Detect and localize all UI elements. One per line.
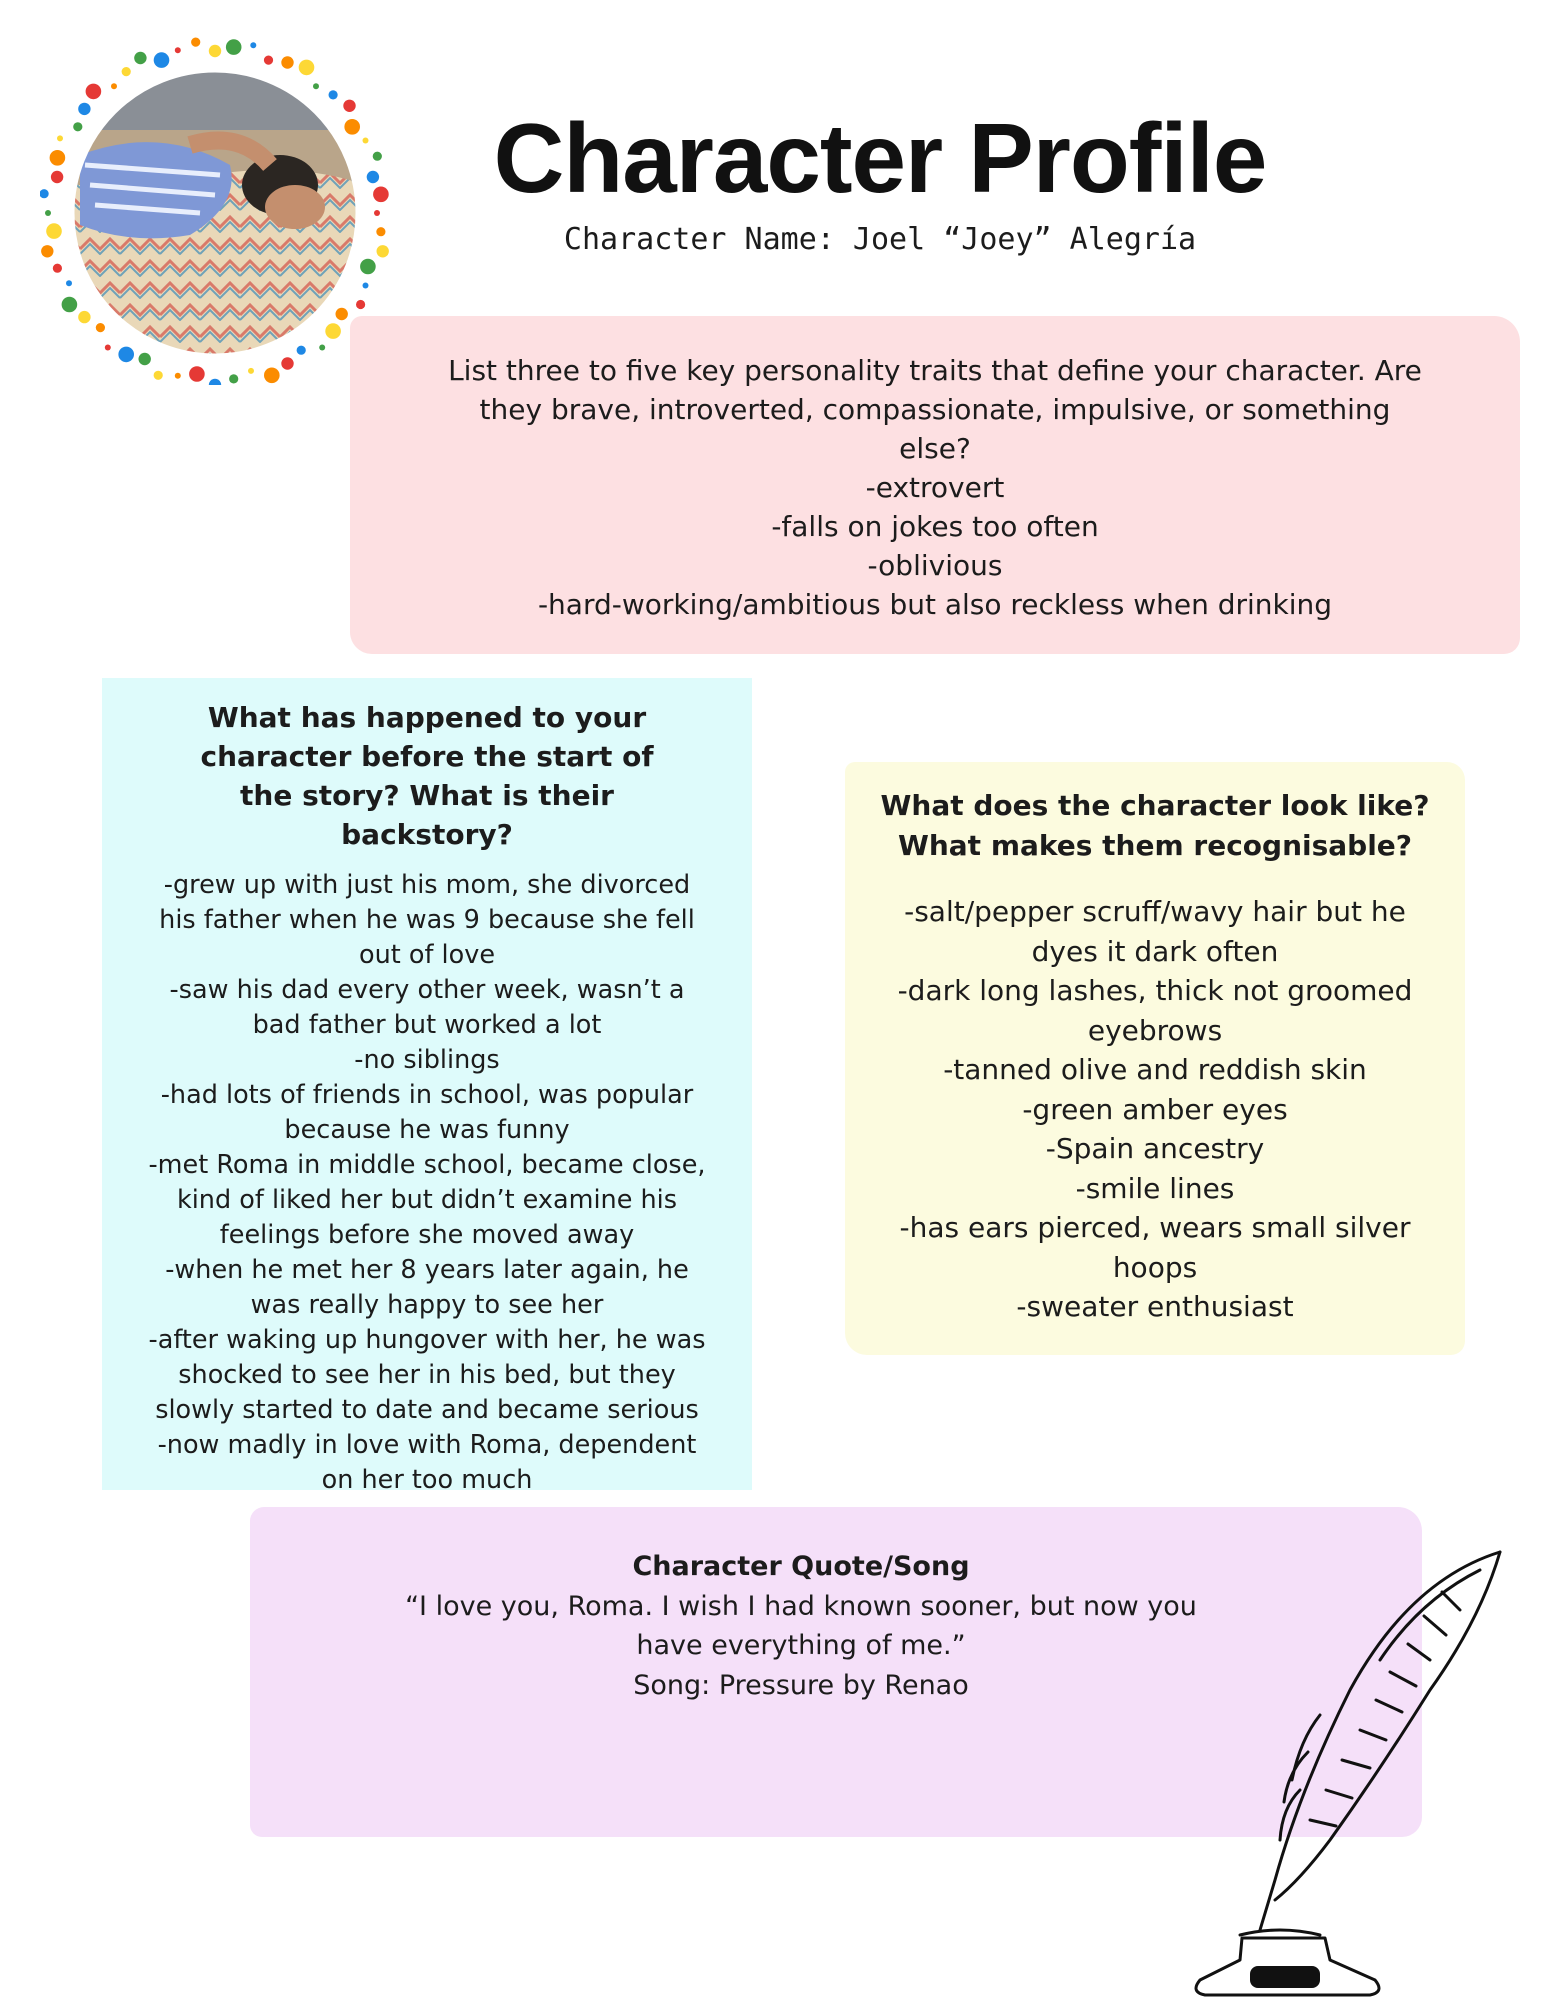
backstory-list [142,868,712,1498]
ring-dot [66,280,72,286]
page-title: Character Profile [493,103,1267,213]
appearance-question: What does the character look like? What makes them recognisable? [880,789,1430,862]
ring-dot [209,45,221,57]
ring-dot [139,353,151,365]
traits-list [440,468,1430,624]
ring-dot [78,103,90,115]
ring-dot [40,189,49,198]
appearance-item: -dark long lashes, thick not groomed eyebrows [897,974,1413,1047]
traits-card [350,316,1520,654]
ring-dot [46,223,62,239]
ring-dot [96,323,105,332]
appearance-item: -Spain ancestry [1045,1132,1265,1165]
ring-dot [344,119,360,135]
ring-dot [134,52,146,64]
backstory-item: -grew up with just his mom, she divorced his father when he was 9 because she fell out of love [159,870,695,970]
ring-dot [373,152,382,161]
backstory-card [102,678,752,1495]
ring-dot [53,264,62,273]
trait-item: -oblivious [867,549,1003,582]
ring-dot [363,138,369,144]
ring-dot [122,67,131,76]
ring-dot [78,311,90,323]
ring-dot [377,245,389,257]
ring-dot [336,308,348,320]
ring-dot [356,300,365,309]
quote-text: “I love you, Roma. I wish I had known sooner, but now you have everything of me.” [405,1590,1197,1661]
ring-dot [51,171,63,183]
backstory-item: -now madly in love with Roma, dependent on her too much [157,1430,697,1495]
ring-dot [154,371,163,380]
ring-dot [250,42,256,48]
portrait-photo-icon [40,35,390,385]
backstory-question: What has happened to your character before the start of the story? What is their backstory? [200,701,654,851]
appearance-item: -tanned olive and reddish skin [943,1053,1367,1086]
ring-dot [360,259,376,275]
ring-dot [57,135,63,141]
ring-dot [374,210,380,216]
ring-dot [41,245,53,257]
ring-dot [50,150,66,166]
trait-item: -falls on jokes too often [771,510,1099,543]
quill-inkwell-icon [1180,1540,1510,2000]
ring-dot [62,297,78,313]
song-text: Song: Pressure by Renao [633,1669,969,1701]
ring-dot [319,345,325,351]
ring-dot [118,347,134,363]
ring-dot [111,83,117,89]
appearance-item: -green amber eyes [1022,1092,1288,1126]
appearance-item: -sweater enthusiast [1016,1290,1294,1323]
backstory-item: -after waking up hungover with her, he was shocked to see her in his bed, but they slowly started to date and became serious [148,1325,706,1425]
ring-dot [281,56,293,68]
quote-heading: Character Quote/Song [632,1551,970,1582]
ring-dot [175,47,181,53]
trait-item: -hard-working/ambitious but also reckless when drinking [537,588,1333,621]
backstory-item: -saw his dad every other week, wasn’t a bad father but worked a lot [169,975,685,1040]
ring-dot [45,210,51,216]
appearance-item: -has ears pierced, wears small silver hoops [899,1211,1411,1284]
appearance-list [875,892,1435,1327]
ring-dot [367,171,379,183]
ring-dot [191,38,200,47]
appearance-item: -salt/pepper scruff/wavy hair but he dyes it dark often [904,895,1406,968]
backstory-item: -when he met her 8 years later again, he was really happy to see her [165,1255,689,1320]
avatar [40,35,390,385]
ring-dot [209,379,221,385]
ring-dot [329,90,338,99]
ring-dot [189,366,205,382]
appearance-item: -smile lines [1075,1171,1235,1205]
ring-dot [86,84,102,100]
trait-item: -extrovert [865,471,1005,504]
ring-dot [226,39,242,55]
ring-dot [264,56,273,65]
ring-dot [299,60,315,76]
ring-dot [248,368,254,374]
ring-dot [297,346,306,355]
traits-question: List three to five key personality traits that define your character. Are they brave, introverted, compassionate, impulsive, or something else? [448,354,1422,465]
character-name: Character Name: Joel “Joey” Alegría [563,222,1197,257]
ring-dot [175,373,181,379]
ring-dot [73,122,82,131]
ring-dot [376,227,385,236]
backstory-item: -met Roma in middle school, became close, kind of liked her but didn’t examine his feelings before she moved away [148,1150,706,1250]
ring-dot [343,100,355,112]
ring-dot [325,323,341,339]
backstory-item: -had lots of friends in school, was popular because he was funny [160,1080,694,1145]
ring-dot [229,374,238,383]
ring-dot [281,357,293,369]
ring-dot [105,345,111,351]
appearance-card [845,762,1465,1355]
ring-dot [313,83,319,89]
ring-dot [373,187,389,203]
ring-dot [264,368,280,384]
backstory-item: -no siblings [354,1045,500,1075]
ring-dot [154,52,170,68]
ring-dot [363,283,369,289]
